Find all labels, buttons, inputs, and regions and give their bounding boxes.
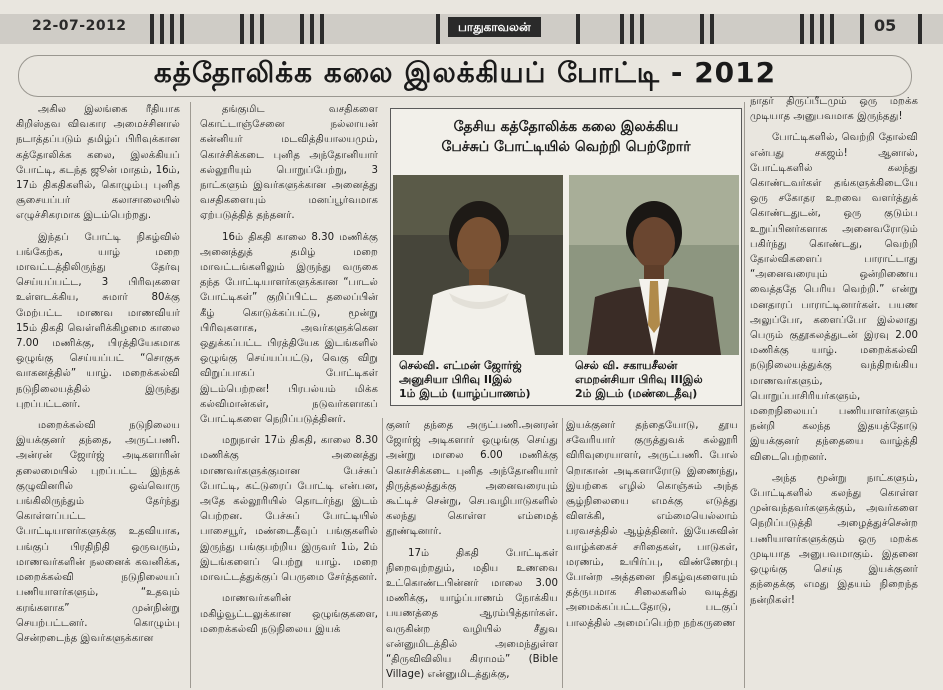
article-headline: கத்தோலிக்க கலை இலக்கியப் போட்டி - 2012 [18, 55, 912, 97]
paragraph: 16ம் திகதி காலை 8.30 மணிக்கு அனைத்துத் தமிழ் மறை மாவட்டங்களிலும் இருந்து வருகை தந்த போட்டியாளர்களுக்கான “பாடல் போட்டிகள்” குறிப்பிட்ட தலைப்பின் கீழ் கொடுக்கப்பட்டு, மூன்று பிரிவுகளாக, அவர்களுக்கென ஒதுக்கப்பட்ட பிரத்தியேக இடங்களில் ஒழுங்கு செய்யப்பட்டு, வெகு விறு விறுப்பாகப் போட்டிகள் இடம்பெற்றன! பிரபல்யம் மிக்க கல்விமான்கள், நடுவர்களாகப் போட்டிகளை நெறிப்படுத்தினர். [200, 231, 378, 426]
issue-date: 22-07-2012 [32, 18, 127, 34]
newspaper-name: பாதுகாவலன் [448, 17, 541, 37]
photo-box-title-line: தேசிய கத்தோலிக்க கலை இலக்கிய [453, 119, 679, 135]
decor-stripe [860, 14, 864, 44]
paragraph: இயக்குனர் தந்தையோடு, தூய சவேரியார் குருத்துவக் கல்லூரி விரிவுரையாளர், அருட்பணி. போல் றொகான் அடிகளாரோடு இணைந்து, இயற்கை எழில் கொஞ்சும் அந்த சூழ்நிலையை எமக்கு எடுத்து விளக்கி, எம்மையெல்லாம் பரவசத்தில் ஆழ்த்தினர். இயேசுவின் வாழ்க்கைச் சரிதைகள், பாடுகள், மரணம், உயிர்ப்பு, விண்ணேற்பு போன்ற அத்தனை நிகழ்வுகளையும் தத்ருபமாக சிலைகளில் வடித்து அமைக்கப்பட்டதோடு, படகுப் பாலத்தில் அமைப்பெற்ற நற்கருணை [566, 420, 738, 629]
page-number: 05 [874, 16, 897, 35]
decor-stripe [300, 14, 304, 44]
paragraph: நாதர் திருப்பீடமும் ஒரு மறக்க முடியாத அனுபவமாக இருந்தது! [750, 96, 918, 123]
decor-stripe [700, 14, 704, 44]
decor-stripe [820, 14, 824, 44]
decor-stripe [810, 14, 814, 44]
decor-stripe [800, 14, 804, 44]
decor-stripe [160, 14, 164, 44]
photo-box-title-line: பேச்சுப் போட்டியில் வெற்றி பெற்றோர் [441, 139, 691, 155]
paragraph: தங்குமிட வசதிகளை கொட்டாஞ்சேனை நல்லாயன் கன்னியர் மடவித்தியாலயமும், கொச்சிக்கடை புனித அந்தோனியார் கல்லூரியும் பொறுப்பேற்று, 3 நாட்களும் இவர்களுக்கான அனைத்து வசதிகளையும் மனப்பூர்வமாக ஏற்படுத்தித் தந்தனர். [200, 104, 378, 222]
caption-line: செல்வி. எட்மன் ஜோர்ஜ் [399, 359, 522, 372]
caption-line: எமறன்சியா பிரிவு IIIஇல் [575, 373, 703, 386]
paragraph: போட்டிகளில், வெற்றி தோல்வி என்பது சகஜம்! ஆனால், போட்டிகளில் கலந்து கொண்டவர்கள் தங்களுக்கிடையே ஒரு சகோதர உறவை வளர்த்துக் கொண்டதுடன், ஒரு குடும்ப உறுப்பினர்களாக அனைவரோடும் பகிர்ந்து கொண்டது, வெற்றி தோல்விகளைப் பாராட்டாது “அனைவரையும் ஒன்றிணைய வைத்ததே பெரிய வெற்றி.” என்று மனதாரப் பாராட்டினார்கள். பயண அலுப்போ, களைப்போ இல்லாது பெரும் குதூகலத்துடன் இரவு 2.00 மணிக்கு யாழ். மறைக்கல்வி நடுநிலையத்துக்கு வந்திறங்கிய மாணவர்களும், பொறுப்பாசிரியர்களும், மறைநிலையப் பணியாளர்களும் நன்றி கலந்த இதயத்தோடு இயக்குனர் தந்தையை வாழ்த்தி விடைபெற்றனர். [750, 132, 918, 463]
paragraph: 17ம் திகதி போட்டிகள் நிறைவுற்றதும், மதிய உணவை உட்கொண்டபின்னர் மாலை 3.00 மணிக்கு, யாழ்ப்பாணம் நோக்கிய பயணத்தை ஆரம்பித்தார்கள். வருகின்ற வழியில் சீதுவ என்னுமிடத்தில் அமைந்துள்ள “திருவிவிலிய கிராமம்” (Bible Village) என்னுமிடத்துக்கு, [386, 547, 558, 681]
paragraph: குனர் தந்தை அருட்பணி.அனரன் ஜோர்ஜ் அடிகளார் ஒழுங்கு செய்து அன்று மாலை 6.00 மணிக்கு கொச்சிக்கடை புனித அந்தோனியார் திருத்தலத்துக்கு அனைவரையும் கூட்டிச் சென்று, செபவழிபாடுகளில் கலந்து கொள்ள எம்மைத் தூண்டினார். [386, 420, 558, 538]
winners-photo-box [390, 108, 742, 406]
caption-line: 1ம் இடம் (யாழ்ப்பாணம்) [399, 387, 531, 400]
winner-portrait-1 [393, 175, 563, 355]
column-rule [562, 418, 563, 688]
caption-line: அனுசியா பிரிவு IIஇல் [399, 373, 512, 386]
caption-line: செல் வி. சகாயசீலன் [575, 359, 678, 372]
photo-box-title [401, 117, 731, 157]
paragraph: இந்தப் போட்டி நிகழ்வில் பங்கேற்க, யாழ் மறை மாவட்டத்திலிருந்து தேர்வு செய்யப்பட்ட, 3 பிரிவுகளை உள்ளடக்கிய, சுமார் 80க்கு மேற்பட்ட மாணவ மாணவியர் 15ம் திகதி வெள்ளிக்கிழமை காலை 7.00 மணிக்கு, பிரத்தியேகமாக ஒழுங்கு செய்யப்பட் “சொகுசு வாகனத்தில்” யாழ். மறைக்கல்வி நடுநிலையத்தில் இருந்து புறப்பட்டனர். [16, 231, 180, 410]
winner-photo-2 [569, 175, 739, 355]
decor-stripe [830, 14, 834, 44]
decor-stripe [320, 14, 324, 44]
paragraph: அகில இலங்கை ரீதியாக கிறிஸ்தவ விவகார அமைச்சினால் நடாத்தப்படும் தமிழ்ப் பிரிவுக்கான கத்தோலிக்க கலை, இலக்கியப் போட்டி, கடந்த ஜூன் மாதம், 16ம், 17ம் திகதிகளில், கொழும்பு புனித சூசையப்பர் கலாசாலையில் எழுச்சிகரமாக இடம்பெற்றது. [16, 104, 180, 222]
decor-stripe [240, 14, 244, 44]
winner-portrait-2 [569, 175, 739, 355]
winner-caption-1 [399, 359, 569, 401]
decor-stripe [170, 14, 174, 44]
decor-stripe [180, 14, 184, 44]
column-rule [744, 102, 745, 688]
article-column-3 [386, 418, 558, 688]
winner-photo-1 [393, 175, 563, 355]
winner-caption-2 [575, 359, 745, 401]
column-rule [190, 102, 191, 688]
column-rule [382, 418, 383, 688]
decor-stripe [310, 14, 314, 44]
decor-stripe [260, 14, 264, 44]
article-column-4 [566, 418, 738, 637]
decor-stripe [250, 14, 254, 44]
decor-stripe [630, 14, 634, 44]
caption-line: 2ம் இடம் (மண்டைதீவு) [575, 387, 698, 400]
decor-stripe [710, 14, 714, 44]
decor-stripe [150, 14, 154, 44]
paragraph: மறுநாள் 17ம் திகதி, காலை 8.30 மணிக்கு அனைத்து மாணவர்களுக்குமான பேச்சுப் போட்டி, கட்டுரைப் போட்டி என்பன, அதே கல்லூரியில் தொடர்ந்து இடம் பெற்றன. பேச்சுப் போட்டியில் பாசையூர், மண்டைதீவுப் பங்குகளில் இருந்து பங்குபற்றிய இருவர் 1ம், 2ம் இடங்களைப் பெற்று யாழ். மறை மாவட்டத்துக்குப் பெருமை சேர்த்தனர். [200, 435, 378, 584]
paragraph: மாணவர்களின் மகிழ்வூட்டலுக்கான ஒழுங்குகளை, மறைக்கல்வி நடுநிலைய இயக் [200, 593, 378, 635]
decor-stripe [436, 14, 440, 44]
article-column-5 [750, 94, 918, 614]
article-column-2 [200, 102, 378, 643]
decor-stripe [576, 14, 580, 44]
article-column-1 [16, 102, 180, 652]
decor-stripe [640, 14, 644, 44]
decor-stripe [620, 14, 624, 44]
decor-stripe [918, 14, 922, 44]
paragraph: மறைக்கல்வி நடுநிலைய இயக்குனர் தந்தை, அருட்பணி. அன்ரன் ஜோர்ஜ் அடிகளாரின் தலைமையில் புறப்பட்ட இந்தக் குழுவினரில் ஒவ்வொரு பங்கிலிருந்தும் தேர்ந்து கொள்ளப்பட்ட போட்டியாளர்களுக்கு உதவியாக, பங்குப் பிரதிநிதி ஒருவரும், மாணவர்களின் நலனைக் கவனிக்க, மறைக்கல்வி நடுநிலையப் பணியாளர்களும், “உதவும் கரங்களாக” முன்நின்று செயற்பட்டனர். கொழும்பு சென்றடைந்த இவர்களுக்கான [16, 420, 180, 644]
paragraph: அந்த மூன்று நாட்களும், போட்டிகளில் கலந்து கொள்ள முன்வந்தவர்களுக்கும், அவர்களை நெறிப்படுத்தி அழைத்துச்சென்ற பணியாளர்களுக்கும் ஒரு மறக்க முடியாத அனுபவமாகும். இதனை ஒழுங்கு செய்த இயக்குனர் தந்தைக்கு எமது இதயம் நிறைந்த நன்றிகள்! [750, 472, 918, 606]
